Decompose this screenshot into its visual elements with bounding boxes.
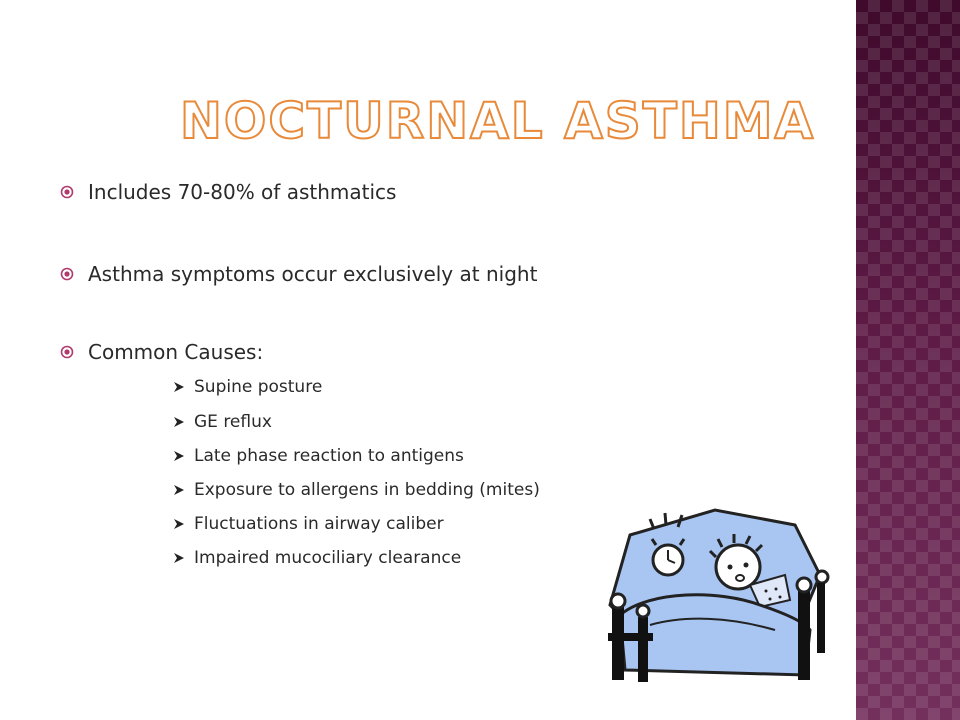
decorative-side-band: [856, 0, 960, 720]
sub-bullet-item: [172, 377, 322, 397]
arrowhead-bullet-icon: [172, 483, 186, 497]
bullet-text: Asthma symptoms occur exclusively at night: [88, 262, 538, 286]
sub-bullet-text: Supine posture: [194, 377, 323, 397]
circle-bullet-icon: [60, 185, 74, 199]
bullet-text: Common Causes:: [88, 340, 264, 364]
arrowhead-bullet-icon: [172, 380, 186, 394]
bullet-item: [60, 180, 396, 204]
circle-bullet-icon: [60, 267, 74, 281]
sub-bullet-text: Exposure to allergens in bedding (mites): [194, 480, 540, 500]
arrowhead-bullet-icon: [172, 415, 186, 429]
bullet-item: [60, 262, 537, 286]
sub-bullet-item: [172, 548, 461, 568]
sub-bullet-item: [172, 480, 540, 500]
arrowhead-bullet-icon: [172, 517, 186, 531]
bullet-text: Includes 70-80% of asthmatics: [88, 180, 397, 204]
sub-bullet-text: Late phase reaction to antigens: [194, 446, 464, 466]
bullet-item: [60, 340, 263, 364]
arrowhead-bullet-icon: [172, 449, 186, 463]
sleeping-person-alarm-clock-icon: [590, 505, 830, 690]
sub-bullet-text: GE reflux: [194, 412, 272, 432]
slide-title: NOCTURNAL ASTHMA: [180, 92, 816, 150]
sub-bullet-item: [172, 514, 444, 534]
sub-bullet-text: Impaired mucociliary clearance: [194, 548, 462, 568]
sub-bullet-item: [172, 446, 464, 466]
arrowhead-bullet-icon: [172, 551, 186, 565]
circle-bullet-icon: [60, 345, 74, 359]
sub-bullet-text: Fluctuations in airway caliber: [194, 514, 444, 534]
sub-bullet-item: [172, 412, 272, 432]
